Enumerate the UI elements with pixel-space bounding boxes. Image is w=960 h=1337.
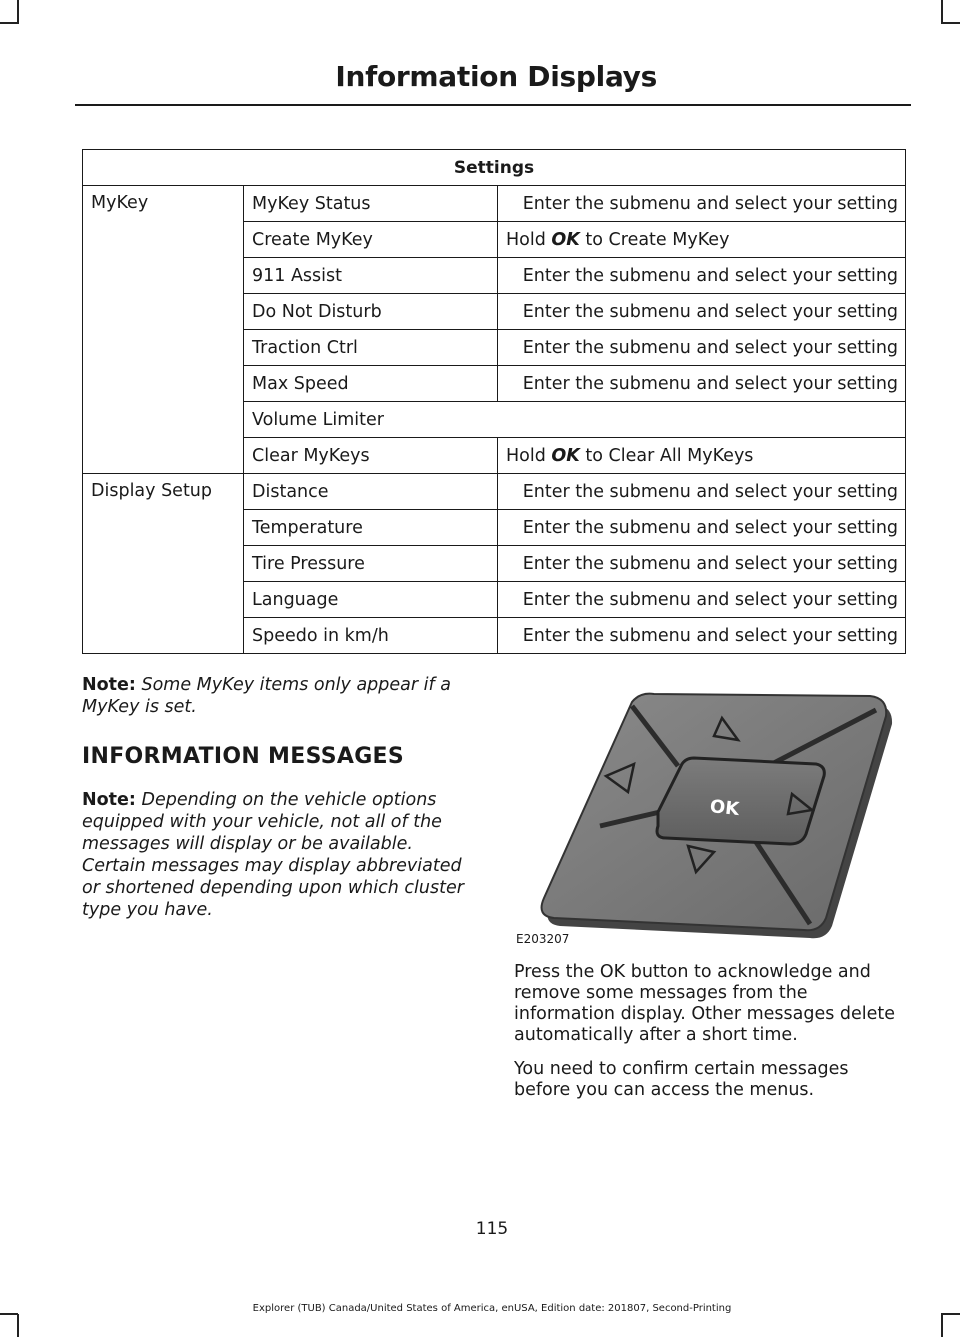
crop-mark bbox=[941, 1314, 943, 1337]
ok-key-label: OK bbox=[551, 445, 580, 466]
note-mykey bbox=[82, 674, 482, 718]
left-column bbox=[82, 674, 482, 921]
setting-item: Language bbox=[244, 582, 498, 618]
paragraph: Press the OK button to acknowledge and remove some messages from the information display. Other messages delete automatically after a short time. bbox=[514, 962, 896, 1045]
footer-edition: Explorer (TUB) Canada/United States of America, enUSA, Edition date: 201807, Second-Printing bbox=[252, 1303, 732, 1314]
group-cell-mykey: MyKey bbox=[83, 186, 244, 474]
table-row bbox=[83, 186, 906, 222]
steering-wheel-controls-icon bbox=[510, 688, 905, 950]
setting-action: Enter the submenu and select your setting bbox=[498, 366, 906, 402]
action-suffix: to Create MyKey bbox=[579, 229, 730, 250]
crop-mark bbox=[17, 0, 19, 24]
crop-mark bbox=[941, 22, 960, 24]
setting-item: Traction Ctrl bbox=[244, 330, 498, 366]
setting-action: Enter the submenu and select your setting bbox=[498, 294, 906, 330]
setting-action: Enter the submenu and select your setting bbox=[498, 258, 906, 294]
paragraph: You need to confirm certain messages before you can access the menus. bbox=[514, 1059, 849, 1100]
setting-action bbox=[498, 222, 906, 258]
note-label: Note: bbox=[82, 675, 136, 695]
setting-item: Temperature bbox=[244, 510, 498, 546]
setting-item: Clear MyKeys bbox=[244, 438, 498, 474]
action-prefix: Hold bbox=[506, 229, 552, 250]
right-column bbox=[514, 962, 909, 1114]
setting-item: Distance bbox=[244, 474, 498, 510]
setting-item: Tire Pressure bbox=[244, 546, 498, 582]
setting-action: Enter the submenu and select your setting bbox=[498, 618, 906, 654]
note-text: Some MyKey items only appear if a MyKey is set. bbox=[82, 675, 451, 717]
figure-code: E203207 bbox=[516, 932, 570, 946]
setting-item: Volume Limiter bbox=[244, 402, 906, 438]
setting-action: Enter the submenu and select your setting bbox=[498, 510, 906, 546]
note-label: Note: bbox=[82, 790, 136, 810]
crop-mark bbox=[941, 0, 943, 24]
table-row bbox=[83, 474, 906, 510]
setting-item: MyKey Status bbox=[244, 186, 498, 222]
group-cell-display-setup: Display Setup bbox=[83, 474, 244, 654]
ok-label: OK bbox=[708, 796, 741, 820]
page-title: Information Displays bbox=[335, 60, 657, 93]
setting-item: 911 Assist bbox=[244, 258, 498, 294]
setting-item: Do Not Disturb bbox=[244, 294, 498, 330]
settings-table bbox=[82, 149, 906, 654]
setting-item: Create MyKey bbox=[244, 222, 498, 258]
setting-action: Enter the submenu and select your setting bbox=[498, 474, 906, 510]
setting-action: Enter the submenu and select your setting bbox=[498, 330, 906, 366]
action-suffix: to Clear All MyKeys bbox=[579, 445, 754, 466]
note-messages bbox=[82, 789, 482, 921]
crop-mark bbox=[17, 1314, 19, 1337]
table-header-row bbox=[83, 150, 906, 186]
section-heading: INFORMATION MESSAGES bbox=[82, 744, 405, 769]
crop-mark bbox=[0, 22, 18, 24]
note-text: Depending on the vehicle options equipped with your vehicle, not all of the messages will display or be available. Certain messages may display abbreviated or shortened depending upon which cluster type you have. bbox=[82, 790, 464, 920]
table-caption: Settings bbox=[83, 150, 906, 186]
page-number: 115 bbox=[475, 1219, 509, 1239]
setting-action: Enter the submenu and select your setting bbox=[498, 582, 906, 618]
ok-key-label: OK bbox=[551, 229, 580, 250]
header-divider bbox=[75, 104, 911, 106]
setting-item: Max Speed bbox=[244, 366, 498, 402]
setting-action bbox=[498, 438, 906, 474]
action-prefix: Hold bbox=[506, 445, 552, 466]
setting-action: Enter the submenu and select your setting bbox=[498, 186, 906, 222]
setting-item: Speedo in km/h bbox=[244, 618, 498, 654]
setting-action: Enter the submenu and select your setting bbox=[498, 546, 906, 582]
